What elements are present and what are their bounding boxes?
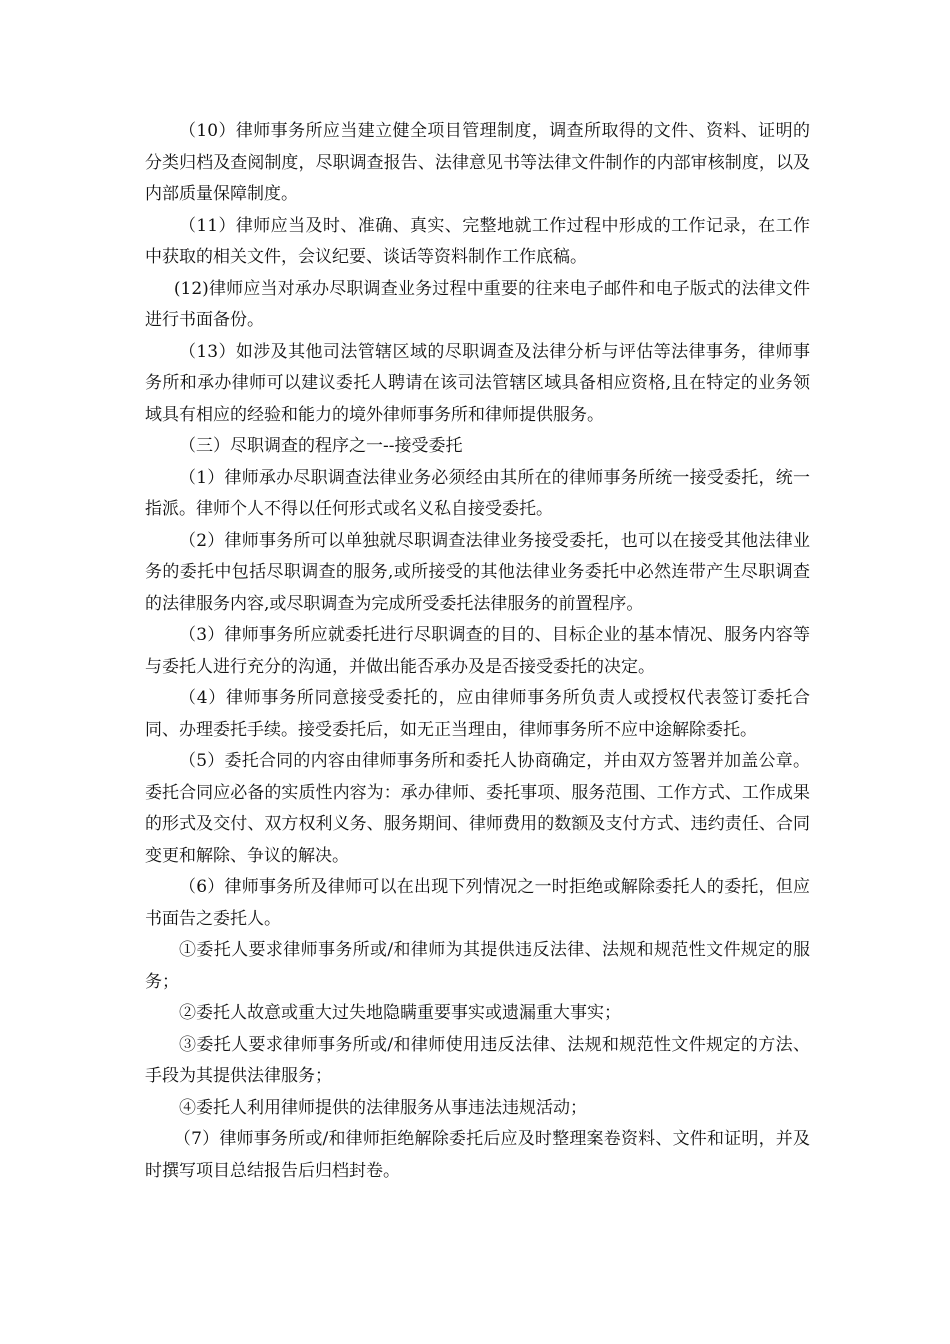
paragraph-item-3: （3）律师事务所应就委托进行尽职调查的目的、目标企业的基本情况、服务内容等与委托人进行充分的沟通，并做出能否承办及是否接受委托的决定。 — [145, 625, 810, 677]
list-item-circled-2: ②委托人故意或重大过失地隐瞒重要事实或遗漏重大事实； — [179, 1003, 621, 1023]
list-item-circled-3: ③委托人要求律师事务所或/和律师使用违反法律、法规和规范性文件规定的方法、手段为其提供法律服务； — [145, 1034, 810, 1086]
document-body — [145, 116, 810, 1187]
list-item-circled-1: ①委托人要求律师事务所或/和律师为其提供违反法律、法规和规范性文件规定的服务； — [145, 940, 810, 992]
paragraph-item-4: （4）律师事务所同意接受委托的，应由律师事务所负责人或授权代表签订委托合同、办理委托手续。接受委托后，如无正当理由，律师事务所不应中途解除委托。 — [145, 688, 810, 740]
list-item-circled-4: ④委托人利用律师提供的法律服务从事违法违规活动； — [179, 1097, 587, 1118]
paragraph-10: （10）律师事务所应当建立健全项目管理制度，调查所取得的文件、资料、证明的分类归档及查阅制度，尽职调查报告、法律意见书等法律文件制作的内部审核制度，以及内部质量保障制度。 — [145, 121, 810, 204]
paragraph-item-5: （5）委托合同的内容由律师事务所和委托人协商确定，并由双方签署并加盖公章。委托合同应必备的实质性内容为：承办律师、委托事项、服务范围、工作方式、工作成果的形式及交付、双方权利义务、服务期间、律师费用的数额及支付方式、违约责任、合同变更和解除、争议的解决。 — [145, 751, 810, 866]
paragraph-item-6: （6）律师事务所及律师可以在出现下列情况之一时拒绝或解除委托人的委托，但应书面告之委托人。 — [145, 877, 810, 929]
paragraph-13: （13）如涉及其他司法管辖区域的尽职调查及法律分析与评估等法律事务，律师事务所和承办律师可以建议委托人聘请在该司法管辖区域具备相应资格,且在特定的业务领域具有相应的经验和能力的境外律师事务所和律师提供服务。 — [145, 341, 810, 425]
paragraph-item-1: （1）律师承办尽职调查法律业务必须经由其所在的律师事务所统一接受委托，统一指派。律师个人不得以任何形式或名义私自接受委托。 — [145, 467, 810, 519]
section-heading-3: （三）尽职调查的程序之一--接受委托 — [179, 436, 463, 456]
paragraph-item-7: （7）律师事务所或/和律师拒绝解除委托后应及时整理案卷资料、文件和证明，并及时撰写项目总结报告后归档封卷。 — [145, 1129, 810, 1181]
paragraph-item-2: （2）律师事务所可以单独就尽职调查法律业务接受委托，也可以在接受其他法律业务的委托中包括尽职调查的服务,或所接受的其他法律业务委托中必然连带产生尽职调查的法律服务内容,或尽职调查为完成所受委托法律服务的前置程序。 — [145, 530, 810, 614]
paragraph-12: (12)律师应当对承办尽职调查业务过程中重要的往来电子邮件和电子版式的法律文件进行书面备份。 — [145, 278, 810, 330]
paragraph-11: （11）律师应当及时、准确、真实、完整地就工作过程中形成的工作记录，在工作中获取的相关文件，会议纪要、谈话等资料制作工作底稿。 — [145, 215, 810, 267]
